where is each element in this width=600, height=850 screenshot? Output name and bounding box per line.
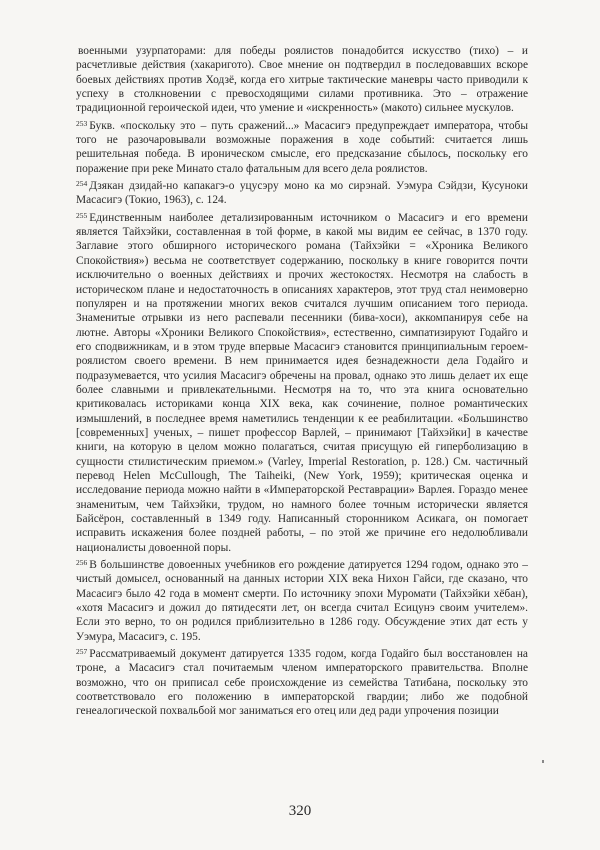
footnote-paragraph	[76, 177, 528, 208]
footnote-number: 256	[76, 558, 88, 568]
paragraph	[76, 42, 528, 116]
paragraph-text: военными узурпаторами: для победы роялистов понадобится искусство (тихо) – и расчетливые действия (хакаригото). Свое мнение он подтвердил в последовавших вскоре боевых действиях против Ходзё, когда его хитрые тактические маневры часто приводили к успеху в столкновении с превосходящими силами противника. Это – отражение традиционной героической идеи, что умение и «искренность» (макото) сильнее мускулов.	[76, 45, 528, 115]
paragraph-text: В большинстве довоенных учебников его рождение датируется 1294 годом, однако это – чистый домысел, основанный на данных истории XIX века Нихон Гайси, где сказано, что Масасигэ было 42 года в момент смерти. По источнику эпохи Муромати (Тайхэйки хёбан), «хотя Масасигэ и дожил до пятидесяти лет, он всегда считал Есицунэ своим учителем». Если это верно, то он родился приблизительно в 1286 году. Обсуждение этих дат есть у Уэмура, Масасигэ, с. 195.	[76, 559, 528, 643]
paragraph-text: Дзякан дзидай-но капакагэ-о уцусэру моно ка мо сирэнай. Уэмура Сэйдзи, Кусуноки Масасигэ (Токио, 1963), с. 124.	[76, 180, 528, 207]
footnote-number: 253	[76, 118, 88, 128]
scan-speck	[542, 760, 544, 763]
footnote-paragraph	[76, 645, 528, 719]
footnote-number: 255	[76, 210, 88, 220]
paragraph-text: Единственным наиболее детализированным источником о Масасигэ и его времени является Тайхэйки, составленная в той форме, в какой мы видим ее сейчас, в 1370 году. Заглавие этого обширного исторического романа (Тайхэйки = «Хроника Великого Спокойствия») весьма не соответствует содержанию, поскольку в книге говорится почти исключительно о военных действиях и прочих жестокостях. Несмотря на слабость в историческом плане и недостаточность в описаниях характеров, этот труд стал неимоверно популярен и на протяжении многих веков считался лучшим описанием того периода. Знаменитые отрывки из него распевали песенники (бива-хоси), аккомпанируя себе на лютне. Авторы «Хроники Великого Спокойствия», естественно, симпатизируют Годайго и его сподвижникам, и в этом труде впервые Масасигэ становится принципиальным героем-роялистом своего времени. В нем принимается идея безнадежности дела Годайго и подразумевается, что усилия Масасигэ обречены на провал, однако это лишь делает их еще более славными и привлекательными. Несмотря на то, что эта книга основательно критиковалась историками конца XIX века, как сочинение, полное романтических измышлений, в последнее время наметились тенденции к ее реабилитации. «Большинство [современных] ученых, – пишет профессор Варлей, – принимают [Тайхэйки] в качестве книги, на которую в целом можно полагаться, считая присущую ей гиперболизацию в сущности стилистическим приемом.» (Varley, Imperial Restoration, p. 128.) См. частичный перевод Helen McCullough, The Taiheiki, (New York, 1959); критическая оценка и исследование периода можно найти в «Императорской Реставрации» Варлея. Гораздо менее знаменитым, чем Тайхэйки, трудом, но намного более точным исторически является Байсёрон, составленный в 1349 году. Написанный сторонником Асикага, он помогает исправить искажения более поздней работы, – по этой же причине его недолюбливали националисты довоенной поры.	[76, 211, 528, 554]
page-number: 320	[288, 803, 312, 819]
footnote-paragraph	[76, 117, 528, 176]
footnote-paragraph	[76, 556, 528, 644]
body-text	[76, 42, 528, 719]
paragraph-text: Рассматриваемый документ датируется 1335 годом, когда Годайго был восстановлен на троне, а Масасигэ стал почитаемым членом императорского правительства. Вполне возможно, что он приписал себе происхождение из семейства Татибана, поскольку это соответствовало его положению в императорской гвардии; либо же подобной генеалогической похвальбой мог заниматься его отец или дед ради упрочения позиции	[76, 648, 528, 718]
footnote-number: 254	[76, 179, 88, 189]
paragraph-text: Букв. «поскольку это – путь сражений...» Масасигэ предупреждает императора, чтобы того не разочаровывали возможные поражения в ходе событий: считается лишь решительная победа. В ироническом смысле, его предсказание сбылось, поскольку его поражение при реке Минато стало фатальным для всего дела роялистов.	[76, 119, 528, 175]
footnote-paragraph	[76, 209, 528, 555]
footnote-number: 257	[76, 647, 88, 657]
